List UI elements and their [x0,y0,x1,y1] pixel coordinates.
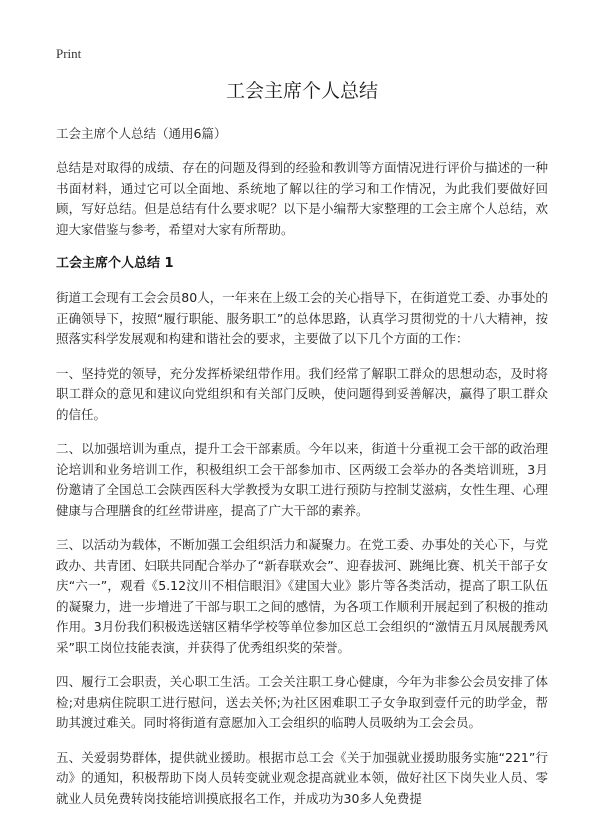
intro-paragraph: 总结是对取得的成绩、存在的问题及得到的经验和教训等方面情况进行评价与描述的一种书面材料，通过它可以全面地、系统地了解以往的学习和工作情况，为此我们要做好回顾，写好总结。但是总结有什么要求呢？以下是小编帮大家整理的工会主席个人总结，欢迎大家借鉴与参考，希望对大家有所帮助。 [56,160,548,237]
section-heading: 工会主席个人总结 1 [56,256,174,271]
body-paragraph-2: 一、坚持党的领导，充分发挥桥梁纽带作用。我们经常了解职工群众的思想动态，及时将职工群众的意见和建议向党组织和有关部门反映，使问题得到妥善解决，赢得了职工群众的信任。 [56,365,548,422]
body-paragraph-3: 二、以加强培训为重点，提升工会干部素质。今年以来，街道十分重视工会干部的政治理论培训和业务培训工作，积极组织工会干部参加市、区两级工会举办的各类培训班，3月份邀请了全国总工会陕西医科大学教授为女职工进行预防与控制艾滋病，女性生理、心理健康与合理膳食的红丝带讲座，提高了广大干部的素养。 [56,441,548,518]
body-paragraph-1: 街道工会现有工会会员80人，一年来在上级工会的关心指导下，在街道党工委、办事处的正确领导下，按照“履行职能、服务职工”的总体思路，认真学习贯彻党的十八大精神，按照落实科学发展观和构建和谐社会的要求，主要做了以下几个方面的工作： [56,290,548,346]
body-paragraph-5: 四、履行工会职责，关心职工生活。工会关注职工身心健康，今年为非参公会员安排了体检;对患病住院职工进行慰问，送去关怀;为社区困难职工子女争取到壹仟元的助学金，帮助其渡过难关。同时将街道有意愿加入工会组织的临聘人员吸纳为工会会员。 [56,674,548,730]
print-link[interactable]: Print [56,46,82,61]
document-title: 工会主席个人总结 [225,80,378,102]
document-subtitle: 工会主席个人总结（通用6篇） [56,126,227,141]
body-paragraph-4: 三、以活动为载体，不断加强工会组织活力和凝聚力。在党工委、办事处的关心下，与党政办、共青团、妇联共同配合举办了“新春联欢会”、迎春拔河、跳绳比赛、机关干部子女庆“六一”，观看《5.12汶川不相信眼泪》《建国大业》影片等各类活动，提高了职工队伍的凝聚力，进一步增进了干部与职工之间的感情，为各项工作顺利开展起到了积极的推动作用。3月份我们积极选送辖区精华学校等单位参加区总工会组织的“激情五月凤展靓秀风采”职工岗位技能表演，并获得了优秀组织奖的荣誉。 [56,537,548,655]
body-paragraph-6: 五、关爱弱势群体，提供就业援助。根据市总工会《关于加强就业援助服务实施“221”行动》的通知，积极帮助下岗人员转变就业观念提高就业本领，做好社区下岗失业人员、零就业人员免费转岗技能培训摸底报名工作，并成功为30多人免费提 [56,749,548,806]
